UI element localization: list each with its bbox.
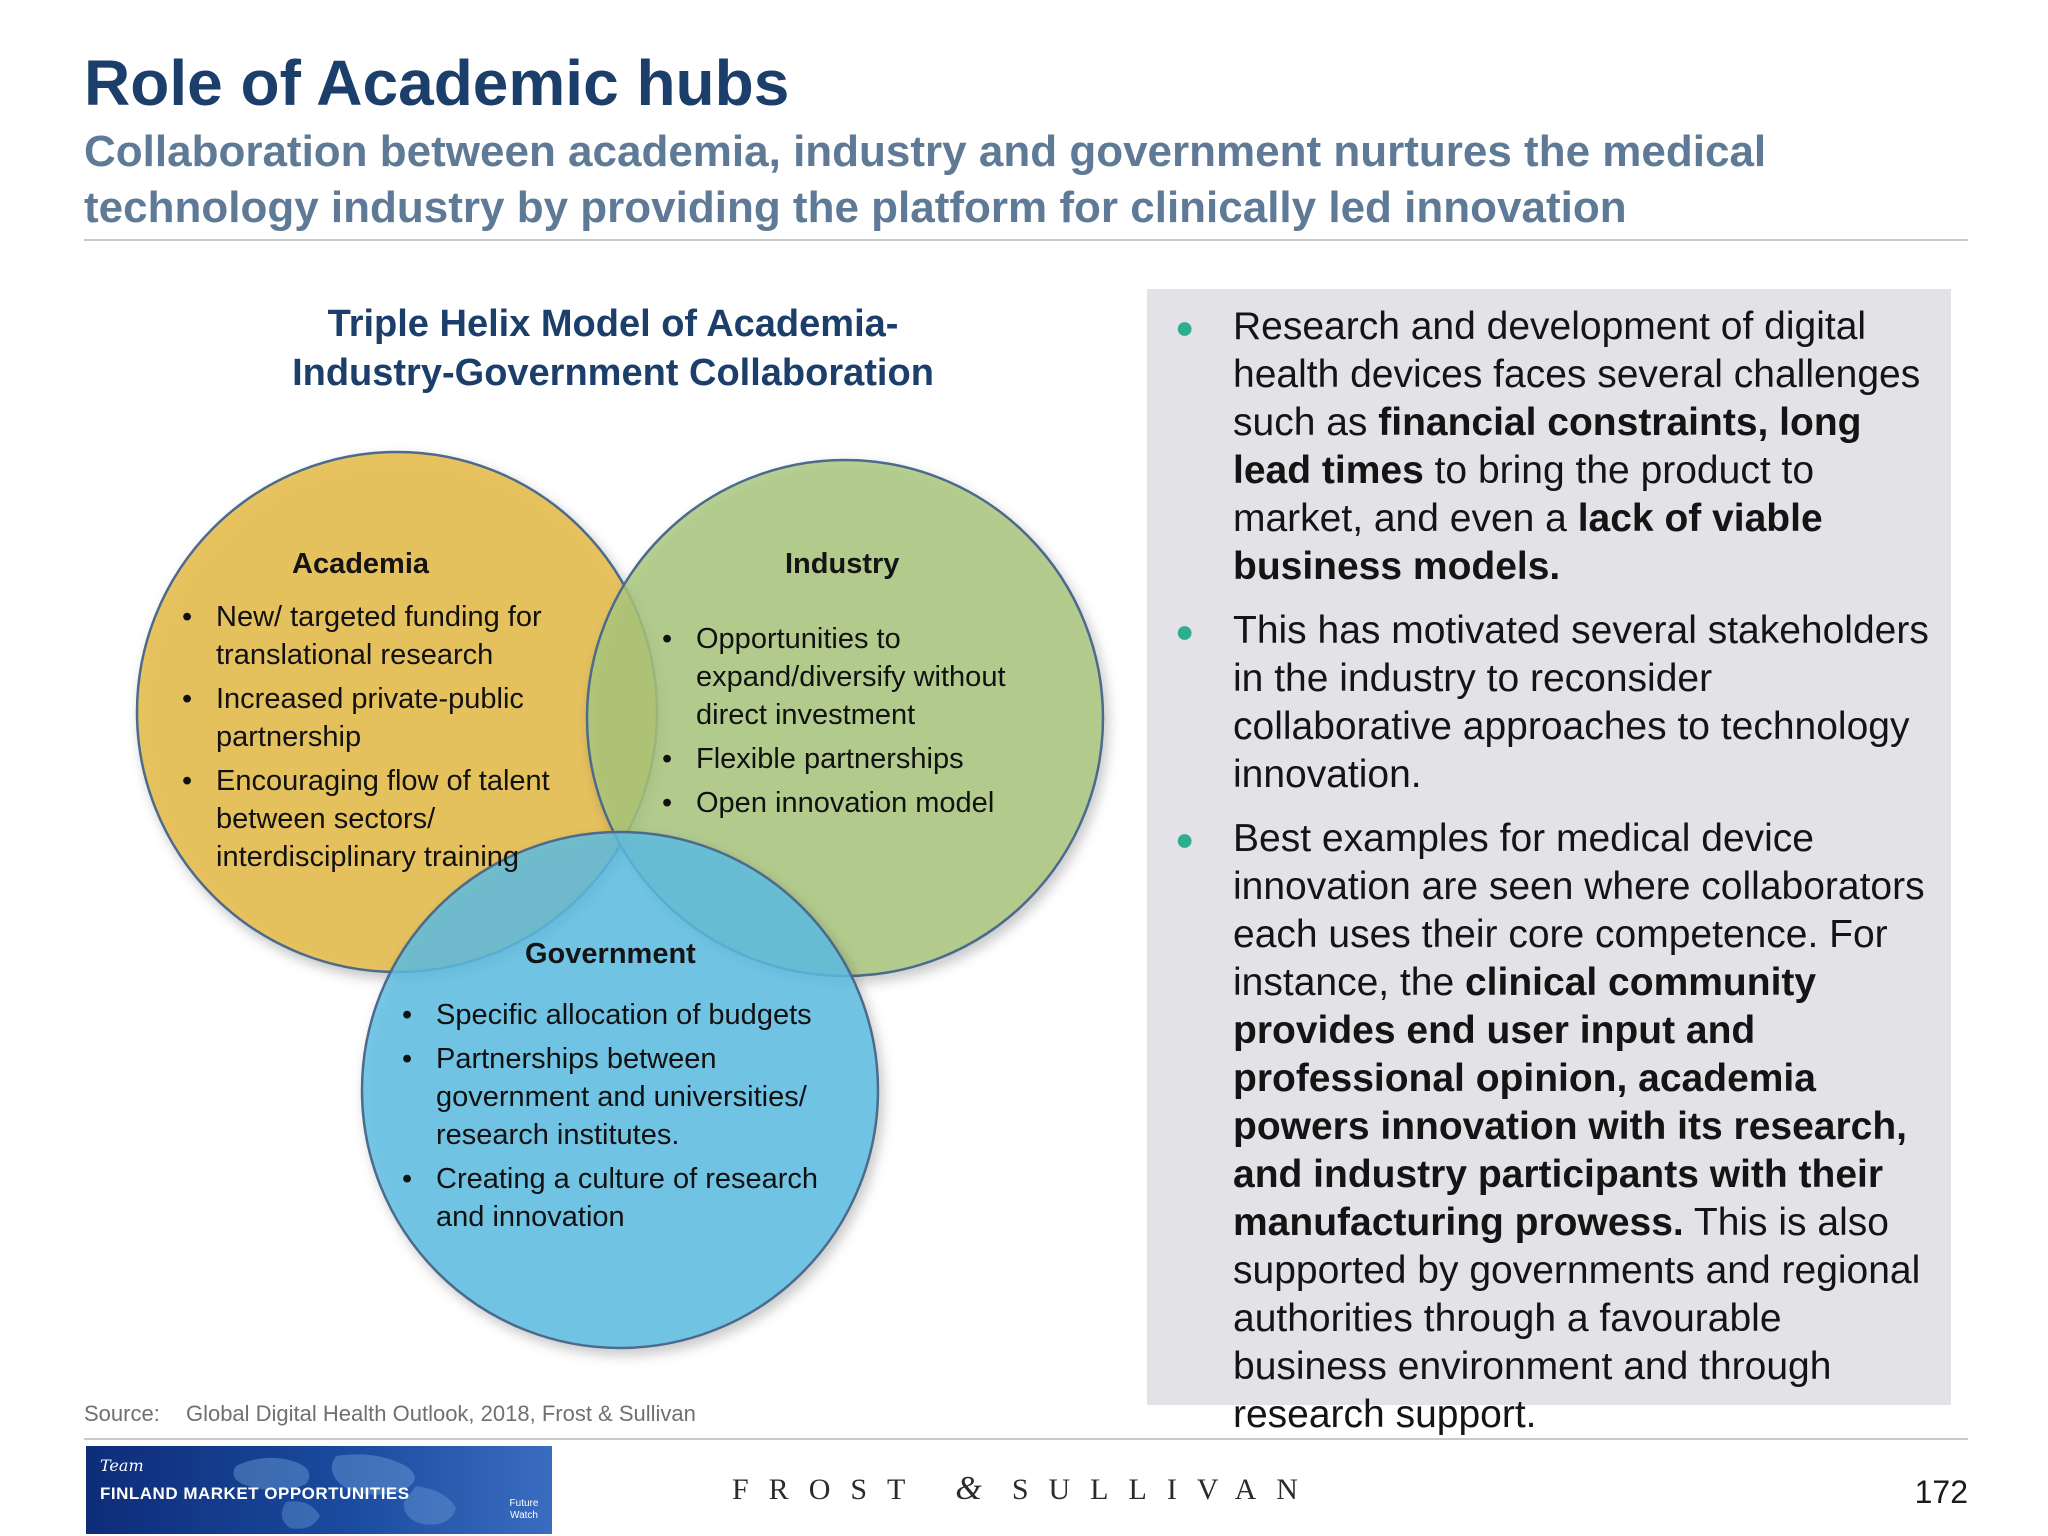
logo-fw-line2: Watch xyxy=(510,1510,538,1521)
government-label: Government xyxy=(525,938,696,970)
bullet-dot-icon: ● xyxy=(1175,821,1195,857)
brand-left: FROST xyxy=(732,1473,926,1506)
key-point-text: Best examples for medical device innovation are seen where collaborators each uses their core competence. For instance, the xyxy=(1233,817,1925,1004)
bullet-dot-icon: ● xyxy=(1175,613,1195,649)
key-point-text: This has motivated several stakeholders in the industry to reconsider collaborative approaches to technology innovation. xyxy=(1233,609,1929,796)
venn-title-line1: Triple Helix Model of Academia- xyxy=(327,303,899,345)
government-bullet: • Creating a culture of research and innovation xyxy=(398,1160,868,1236)
industry-label: Industry xyxy=(785,548,900,580)
key-point-bold: clinical community provides end user input and professional opinion, academia powers innovation with its research, and industry participants with their manufacturing prowess. xyxy=(1233,961,1907,1244)
brand-ampersand: & xyxy=(955,1470,982,1507)
key-point-text: to bring the product to market, and even a xyxy=(1233,449,1815,540)
academia-label: Academia xyxy=(292,548,430,580)
page-number: 172 xyxy=(1914,1474,1968,1510)
page-subtitle: Collaboration between academia, industry and government nurtures the medical technology industry by providing the platform for clinically led innovation xyxy=(84,127,1767,232)
academia-bullets xyxy=(178,598,598,882)
government-bullet: • Specific allocation of budgets xyxy=(398,996,868,1034)
government-bullet: • Partnerships between government and universities/ research institutes. xyxy=(398,1040,868,1154)
finland-market-opportunities-logo xyxy=(86,1446,552,1534)
venn-title-line2: Industry-Government Collaboration xyxy=(292,352,934,394)
industry-bullet: • Open innovation model xyxy=(658,784,1078,822)
industry-bullet: • Flexible partnerships xyxy=(658,740,1078,778)
logo-future-watch xyxy=(502,1498,546,1522)
key-point-text: Research and development of digital health devices faces several challenges such as xyxy=(1233,305,1921,444)
key-point-text: This is also supported by governments and regional authorities through a favourable business environment and through research support. xyxy=(1233,1201,1921,1436)
logo-fw-line1: Future xyxy=(509,1498,539,1509)
bullet-dot-icon: ● xyxy=(1175,309,1195,345)
key-point xyxy=(1175,303,1931,591)
academia-bullet: • Increased private-public partnership xyxy=(178,680,598,756)
industry-bullet: • Opportunities to expand/diversify without direct investment xyxy=(658,620,1078,734)
logo-main-text: FINLAND MARKET OPPORTUNITIES xyxy=(100,1484,410,1503)
academia-bullet: • Encouraging flow of talent between sectors/ interdisciplinary training xyxy=(178,762,598,876)
academia-bullet: • New/ targeted funding for translational research xyxy=(178,598,598,674)
key-point xyxy=(1175,815,1931,1439)
key-point-bold: financial constraints, long lead times xyxy=(1233,401,1862,492)
key-point-bold: lack of viable business models. xyxy=(1233,497,1823,588)
key-points-panel xyxy=(1147,289,1951,1436)
industry-bullets xyxy=(658,620,1078,828)
source-text: Global Digital Health Outlook, 2018, Frost & Sullivan xyxy=(185,1401,696,1426)
page-title: Role of Academic hubs xyxy=(84,47,790,119)
source-label: Source: xyxy=(84,1401,160,1426)
government-bullets xyxy=(398,996,868,1242)
brand-right: SULLIVAN xyxy=(1011,1473,1318,1506)
key-point xyxy=(1175,607,1931,799)
frost-sullivan-wordmark xyxy=(732,1470,1318,1508)
footer-divider xyxy=(84,1438,1968,1440)
source-note xyxy=(84,1401,696,1427)
logo-team-text: Team xyxy=(100,1456,144,1475)
